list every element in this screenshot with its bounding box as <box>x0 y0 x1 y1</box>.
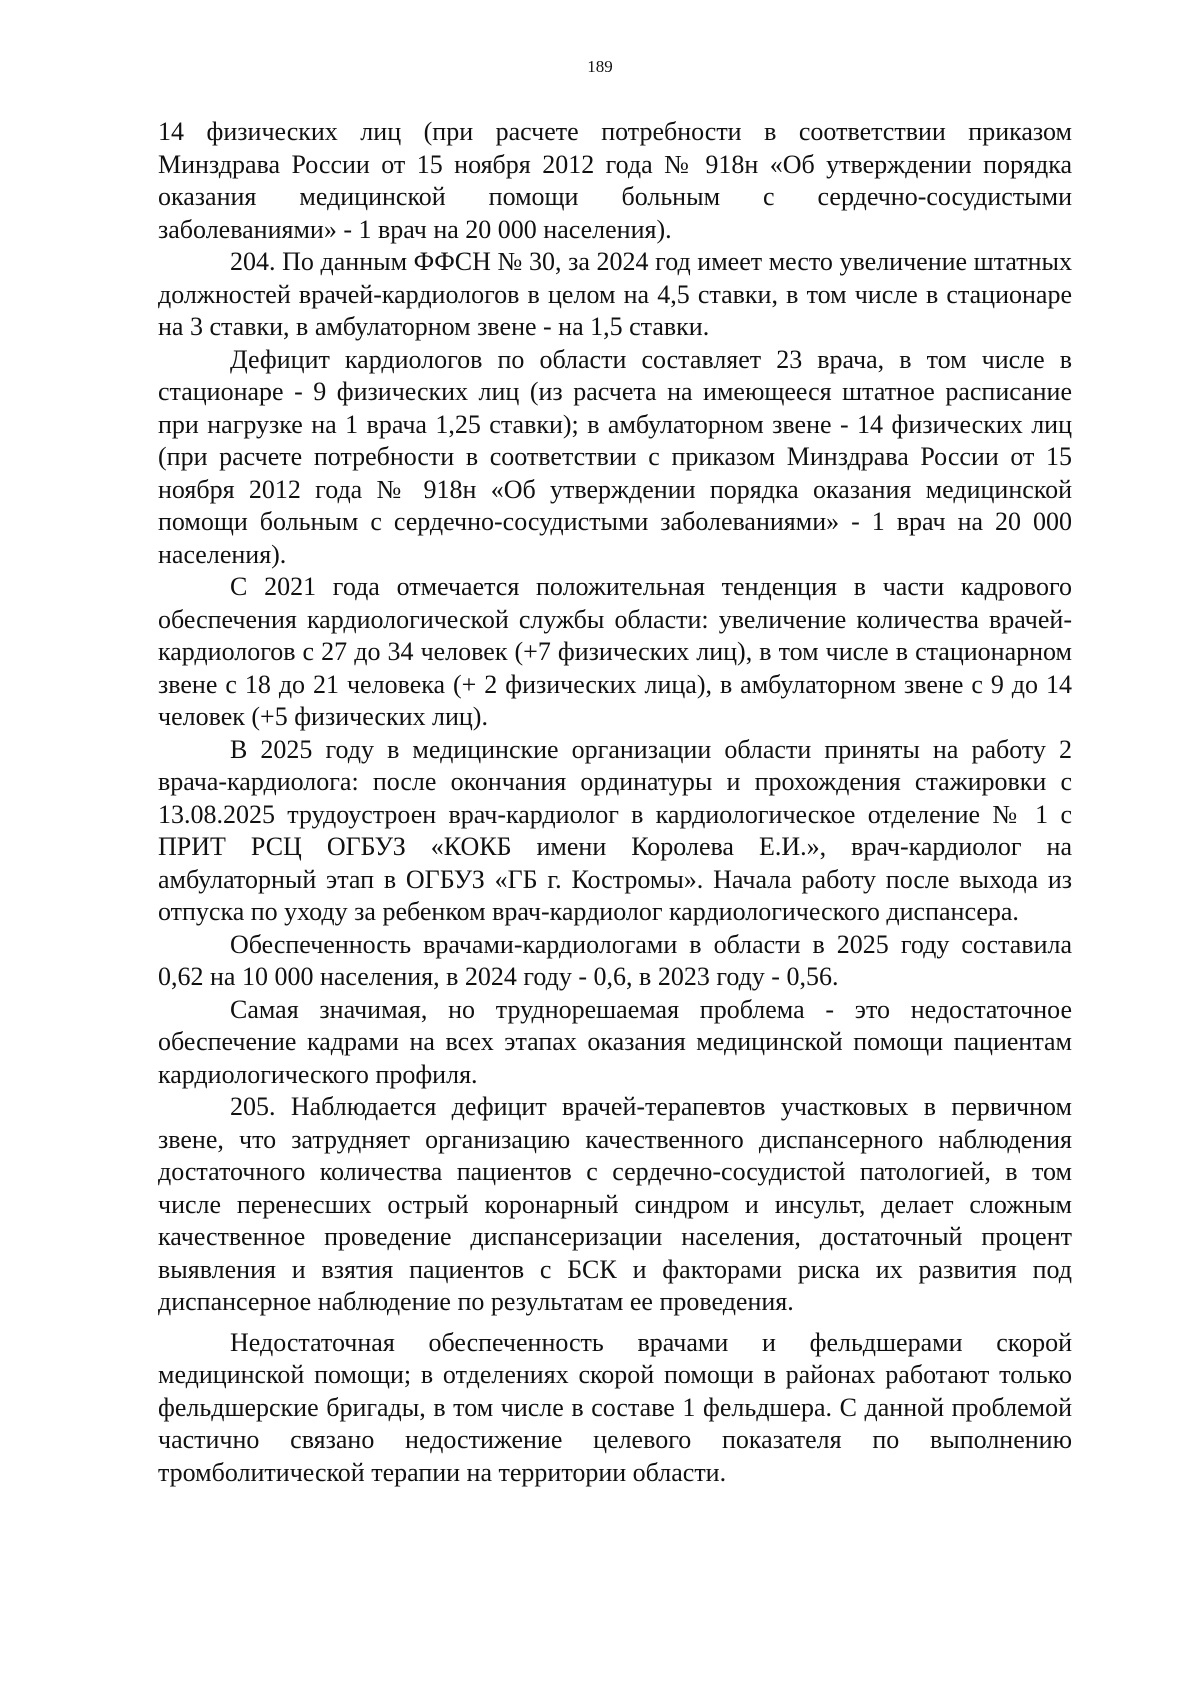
paragraph-emergency-care: Недостаточная обеспеченность врачами и фельдшерами скорой медицинской помощи; в отделениях скорой помощи в районах работают только фельдшерские бригады, в том числе в составе 1 фельдшера. С данной проблемой частично связано недостижение целевого показателя по выполнению тромболитической терапии на территории области. <box>158 1327 1072 1487</box>
paragraph-positive-trend: С 2021 года отмечается положительная тенденция в части кадрового обеспечения кардиологической службы области: увеличение количества врачей-кардиологов с 27 до 34 человек (+7 физических лиц), в том числе в стационарном звене с 18 до 21 человека (+ 2 физических лица), в амбулаторном звене с 9 до 14 человек (+5 физических лиц). <box>158 572 1072 731</box>
paragraph-main-problem: Самая значимая, но труднорешаемая проблема - это недостаточное обеспечение кадрами на всех этапах оказания медицинской помощи пациентам кардиологического профиля. <box>158 994 1072 1089</box>
paragraph-2025-hiring: В 2025 году в медицинские организации области приняты на работу 2 врача-кардиолога: после окончания ординатуры и прохождения стажировки с 13.08.2025 трудоустроен врач-кардиолог в кардиологическое отделение № 1 с ПРИТ РСЦ ОГБУЗ «КОКБ имени Королева Е.И.», врач-кардиолог на амбулаторный этап в ОГБУЗ «ГБ г. Костромы». Начала работу после выхода из отпуска по уходу за ребенком врач-кардиолог кардиологического диспансера. <box>158 734 1072 926</box>
body-text <box>158 116 1072 1489</box>
page-number: 189 <box>587 57 613 76</box>
paragraph-204: 204. По данным ФФСН № 30, за 2024 год имеет место увеличение штатных должностей врачей-кардиологов в целом на 4,5 ставки, в том числе в стационаре на 3 ставки, в амбулаторном звене - на 1,5 ставки. <box>158 247 1072 341</box>
paragraph-205: 205. Наблюдается дефицит врачей-терапевтов участковых в первичном звене, что затрудняет организацию качественного диспансерного наблюдения достаточного количества пациентов с сердечно-сосудистой патологией, в том числе перенесших острый коронарный синдром и инсульт, делает сложным качественное проведение диспансеризации населения, достаточный процент выявления и взятия пациентов с БСК и факторами риска их развития под диспансерное наблюдение по результатам ее проведения. <box>158 1092 1072 1316</box>
paragraph-continuation: 14 физических лиц (при расчете потребности в соответствии приказом Минздрава России от 15 ноября 2012 года № 918н «Об утверждении порядка оказания медицинской помощи больным с сердечно-сосудистыми заболеваниями» - 1 врач на 20 000 населения). <box>158 117 1072 244</box>
paragraph-cardiologist-deficit: Дефицит кардиологов по области составляет 23 врача, в том числе в стационаре - 9 физических лиц (из расчета на имеющееся штатное расписание при нагрузке на 1 врача 1,25 ставки); в амбулаторном звене - 14 физических лиц (при расчете потребности в соответствии с приказом Минздрава России от 15 ноября 2012 года № 918н «Об утверждении порядка оказания медицинской помощи больным с сердечно-сосудистыми заболеваниями» - 1 врач на 20 000 населения). <box>158 344 1072 569</box>
paragraph-staffing-ratio: Обеспеченность врачами-кардиологами в области в 2025 году составила 0,62 на 10 000 населения, в 2024 году - 0,6, в 2023 году - 0,56. <box>158 929 1072 991</box>
